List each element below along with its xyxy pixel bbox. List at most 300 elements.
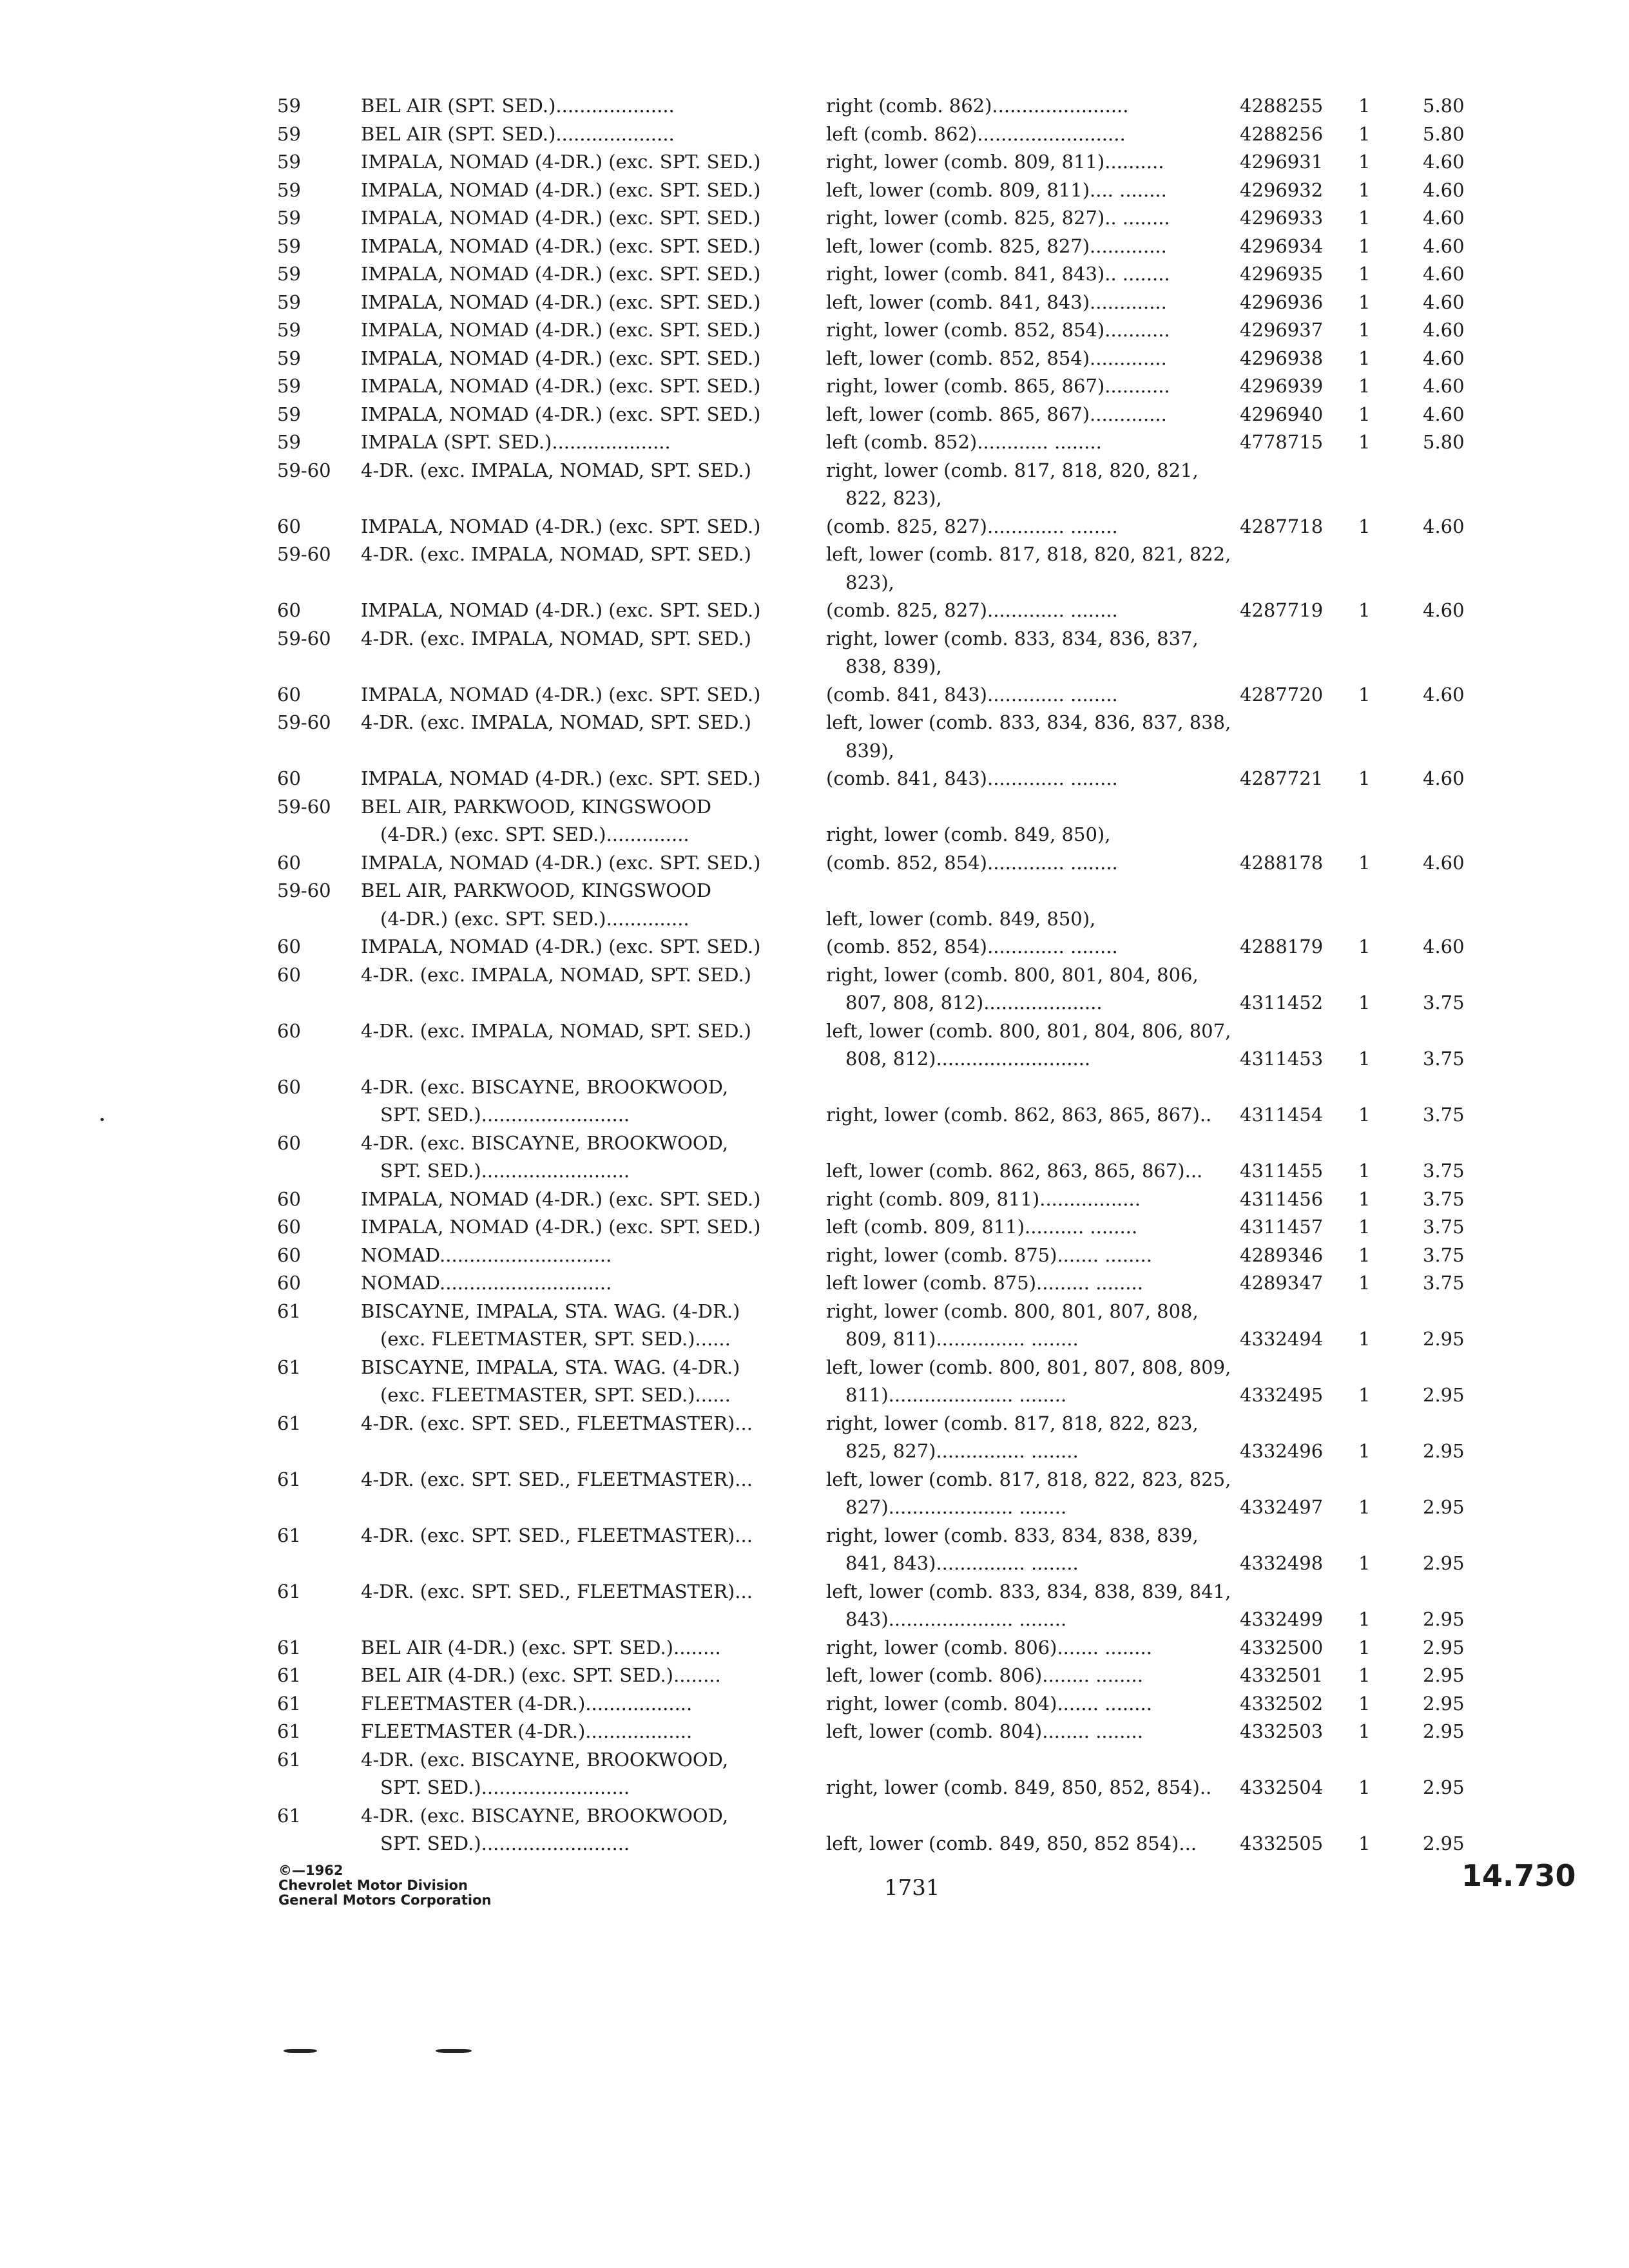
- part-number-cell: 4311454: [1240, 1104, 1324, 1126]
- quantity-cell: 1: [1358, 1272, 1371, 1294]
- description-cell: left, lower (comb. 817, 818, 822, 823, 825,: [826, 1468, 1231, 1490]
- description-cell: right, lower (comb. 833, 834, 838, 839,: [826, 1524, 1199, 1546]
- table-row: [0, 736, 1629, 765]
- price-cell: 4.60: [1423, 235, 1465, 257]
- description-cell: left (comb. 809, 811).......... ........: [826, 1216, 1138, 1238]
- table-row: [0, 793, 1629, 821]
- price-cell: 4.60: [1423, 936, 1465, 957]
- description-cell: left, lower (comb. 862, 863, 865, 867)...: [826, 1160, 1203, 1182]
- price-cell: 2.95: [1423, 1776, 1465, 1798]
- quantity-cell: 1: [1358, 1692, 1371, 1715]
- footer-corporation: General Motors Corporation: [278, 1892, 492, 1908]
- quantity-cell: 1: [1358, 1440, 1371, 1462]
- table-row: [0, 680, 1629, 709]
- footer-copyright: ©—1962: [278, 1863, 343, 1878]
- year-cell: 59-60: [277, 711, 331, 733]
- year-cell: 61: [277, 1692, 301, 1715]
- table-row: [0, 176, 1629, 204]
- model-cell: IMPALA, NOMAD (4-DR.) (exc. SPT. SED.): [361, 178, 761, 201]
- quantity-cell: 1: [1358, 319, 1371, 341]
- part-number-cell: 4332505: [1240, 1832, 1324, 1854]
- price-cell: 4.60: [1423, 403, 1465, 425]
- table-row: [0, 1661, 1629, 1689]
- table-row: [0, 1465, 1629, 1494]
- table-row: [0, 1381, 1629, 1409]
- price-cell: 3.75: [1423, 1272, 1465, 1294]
- part-number-cell: 4288255: [1240, 95, 1324, 117]
- quantity-cell: 1: [1358, 291, 1371, 313]
- table-row: [0, 148, 1629, 176]
- price-cell: 3.75: [1423, 1244, 1465, 1266]
- description-cell: right, lower (comb. 809, 811)..........: [826, 151, 1164, 173]
- table-row: [0, 1773, 1629, 1802]
- description-cell: (comb. 852, 854)............. ........: [826, 936, 1118, 957]
- year-cell: 60: [277, 851, 301, 874]
- description-cell: 811)..................... ........: [845, 1384, 1067, 1406]
- price-cell: 2.95: [1423, 1832, 1465, 1854]
- table-row: [0, 91, 1629, 120]
- description-cell: left, lower (comb. 817, 818, 820, 821, 822,: [826, 543, 1231, 565]
- part-number-cell: 4778715: [1240, 431, 1324, 453]
- model-cell: FLEETMASTER (4-DR.)..................: [361, 1720, 693, 1742]
- model-cell: 4-DR. (exc. SPT. SED., FLEETMASTER)...: [361, 1524, 753, 1546]
- quantity-cell: 1: [1358, 599, 1371, 621]
- model-cell: (4-DR.) (exc. SPT. SED.)..............: [380, 823, 689, 845]
- description-cell: left, lower (comb. 841, 843).............: [826, 291, 1167, 313]
- model-cell: 4-DR. (exc. BISCAYNE, BROOKWOOD,: [361, 1131, 729, 1154]
- model-cell: IMPALA, NOMAD (4-DR.) (exc. SPT. SED.): [361, 936, 761, 957]
- table-row: [0, 456, 1629, 485]
- quantity-cell: 1: [1358, 515, 1371, 537]
- price-cell: 4.60: [1423, 851, 1465, 874]
- price-cell: 5.80: [1423, 95, 1465, 117]
- model-cell: 4-DR. (exc. BISCAYNE, BROOKWOOD,: [361, 1748, 729, 1771]
- year-cell: 59: [277, 95, 301, 117]
- model-cell: IMPALA, NOMAD (4-DR.) (exc. SPT. SED.): [361, 403, 761, 425]
- table-row: [0, 961, 1629, 989]
- price-cell: 2.95: [1423, 1440, 1465, 1462]
- price-cell: 4.60: [1423, 599, 1465, 621]
- description-cell: left, lower (comb. 800, 801, 807, 808, 809,: [826, 1356, 1231, 1378]
- model-cell: 4-DR. (exc. IMPALA, NOMAD, SPT. SED.): [361, 711, 751, 733]
- year-cell: 59: [277, 235, 301, 257]
- quantity-cell: 1: [1358, 936, 1371, 957]
- year-cell: 59-60: [277, 459, 331, 481]
- table-row: [0, 568, 1629, 597]
- description-cell: 809, 811)............... ........: [845, 1328, 1079, 1350]
- description-cell: left, lower (comb. 849, 850),: [826, 907, 1096, 930]
- table-row: [0, 372, 1629, 400]
- part-number-cell: 4332495: [1240, 1384, 1324, 1406]
- table-row: [0, 988, 1629, 1017]
- part-number-cell: 4332497: [1240, 1496, 1324, 1518]
- year-cell: 61: [277, 1804, 301, 1827]
- price-cell: 3.75: [1423, 992, 1465, 1014]
- table-row: [0, 400, 1629, 428]
- footer-publisher: [278, 1863, 491, 1908]
- year-cell: 59-60: [277, 795, 331, 818]
- description-cell: right, lower (comb. 849, 850, 852, 854)..: [826, 1776, 1212, 1798]
- table-row: [0, 1157, 1629, 1185]
- description-cell: 823),: [845, 571, 894, 593]
- model-cell: NOMAD.............................: [361, 1272, 612, 1294]
- table-row: [0, 764, 1629, 793]
- model-cell: 4-DR. (exc. BISCAYNE, BROOKWOOD,: [361, 1804, 729, 1827]
- table-row: [0, 1241, 1629, 1269]
- scan-mark: [436, 2049, 472, 2053]
- description-cell: left, lower (comb. 849, 850, 852 854)...: [826, 1832, 1197, 1854]
- model-cell: IMPALA, NOMAD (4-DR.) (exc. SPT. SED.): [361, 599, 761, 621]
- description-cell: (comb. 841, 843)............. ........: [826, 767, 1118, 789]
- model-cell: (4-DR.) (exc. SPT. SED.)..............: [380, 907, 689, 930]
- quantity-cell: 1: [1358, 1048, 1371, 1070]
- price-cell: 4.60: [1423, 375, 1465, 397]
- model-cell: SPT. SED.).........................: [380, 1832, 630, 1854]
- year-cell: 61: [277, 1720, 301, 1742]
- table-row: [0, 876, 1629, 905]
- year-cell: 61: [277, 1636, 301, 1658]
- description-cell: right, lower (comb. 833, 834, 836, 837,: [826, 627, 1199, 649]
- part-number-cell: 4311455: [1240, 1160, 1324, 1182]
- description-cell: left, lower (comb. 806)........ ........: [826, 1664, 1143, 1686]
- quantity-cell: 1: [1358, 151, 1371, 173]
- price-cell: 5.80: [1423, 431, 1465, 453]
- quantity-cell: 1: [1358, 1160, 1371, 1182]
- quantity-cell: 1: [1358, 1832, 1371, 1854]
- year-cell: 61: [277, 1664, 301, 1686]
- model-cell: SPT. SED.).........................: [380, 1160, 630, 1182]
- year-cell: 59: [277, 403, 301, 425]
- footer-division: Chevrolet Motor Division: [278, 1878, 468, 1893]
- price-cell: 4.60: [1423, 767, 1465, 789]
- quantity-cell: 1: [1358, 1496, 1371, 1518]
- price-cell: 2.95: [1423, 1720, 1465, 1742]
- table-row: [0, 1044, 1629, 1073]
- year-cell: 59: [277, 375, 301, 397]
- description-cell: left (comb. 862).........................: [826, 122, 1126, 145]
- year-cell: 60: [277, 1216, 301, 1238]
- part-number-cell: 4296933: [1240, 207, 1324, 229]
- quantity-cell: 1: [1358, 1608, 1371, 1630]
- description-cell: right, lower (comb. 865, 867)...........: [826, 375, 1170, 397]
- year-cell: 60: [277, 963, 301, 986]
- table-row: [0, 232, 1629, 260]
- table-row: [0, 1633, 1629, 1662]
- part-number-cell: 4332494: [1240, 1328, 1324, 1350]
- table-row: [0, 288, 1629, 316]
- description-cell: left, lower (comb. 825, 827).............: [826, 235, 1167, 257]
- part-number-cell: 4332498: [1240, 1552, 1324, 1574]
- table-row: [0, 1017, 1629, 1045]
- description-cell: right, lower (comb. 804)....... ........: [826, 1692, 1152, 1715]
- part-number-cell: 4296938: [1240, 347, 1324, 369]
- description-cell: right (comb. 862).......................: [826, 95, 1129, 117]
- model-cell: 4-DR. (exc. IMPALA, NOMAD, SPT. SED.): [361, 543, 751, 565]
- description-cell: right (comb. 809, 811).................: [826, 1187, 1141, 1210]
- year-cell: 60: [277, 1244, 301, 1266]
- model-cell: NOMAD.............................: [361, 1244, 612, 1266]
- part-number-cell: 4296935: [1240, 263, 1324, 285]
- part-number-cell: 4287718: [1240, 515, 1324, 537]
- model-cell: 4-DR. (exc. IMPALA, NOMAD, SPT. SED.): [361, 1019, 751, 1042]
- model-cell: IMPALA, NOMAD (4-DR.) (exc. SPT. SED.): [361, 1216, 761, 1238]
- table-row: [0, 1353, 1629, 1381]
- description-cell: right, lower (comb. 862, 863, 865, 867)..: [826, 1104, 1212, 1126]
- table-row: [0, 1297, 1629, 1325]
- description-cell: right, lower (comb. 800, 801, 804, 806,: [826, 963, 1199, 986]
- part-number-cell: 4287720: [1240, 683, 1324, 706]
- part-number-cell: 4289346: [1240, 1244, 1324, 1266]
- quantity-cell: 1: [1358, 95, 1371, 117]
- table-row: [0, 1745, 1629, 1774]
- description-cell: left, lower (comb. 809, 811).... ........: [826, 178, 1167, 201]
- price-cell: 2.95: [1423, 1552, 1465, 1574]
- table-row: [0, 1717, 1629, 1745]
- table-row: [0, 1689, 1629, 1718]
- description-cell: right, lower (comb. 817, 818, 820, 821,: [826, 459, 1199, 481]
- description-cell: 825, 827)............... ........: [845, 1440, 1079, 1462]
- price-cell: 4.60: [1423, 347, 1465, 369]
- part-number-cell: 4332501: [1240, 1664, 1324, 1686]
- table-row: [0, 120, 1629, 148]
- model-cell: IMPALA, NOMAD (4-DR.) (exc. SPT. SED.): [361, 851, 761, 874]
- part-number-cell: 4311457: [1240, 1216, 1324, 1238]
- description-cell: 841, 843)............... ........: [845, 1552, 1079, 1574]
- model-cell: IMPALA, NOMAD (4-DR.) (exc. SPT. SED.): [361, 291, 761, 313]
- table-row: [0, 1829, 1629, 1858]
- model-cell: BISCAYNE, IMPALA, STA. WAG. (4-DR.): [361, 1356, 740, 1378]
- year-cell: 59: [277, 151, 301, 173]
- description-cell: (comb. 852, 854)............. ........: [826, 851, 1118, 874]
- model-cell: IMPALA, NOMAD (4-DR.) (exc. SPT. SED.): [361, 515, 761, 537]
- description-cell: right, lower (comb. 817, 818, 822, 823,: [826, 1412, 1199, 1434]
- description-cell: left, lower (comb. 865, 867).............: [826, 403, 1167, 425]
- part-number-cell: 4332504: [1240, 1776, 1324, 1798]
- table-row: [0, 260, 1629, 288]
- part-number-cell: 4332502: [1240, 1692, 1324, 1715]
- description-cell: left, lower (comb. 833, 834, 836, 837, 838,: [826, 711, 1231, 733]
- model-cell: 4-DR. (exc. SPT. SED., FLEETMASTER)...: [361, 1580, 753, 1602]
- part-number-cell: 4332499: [1240, 1608, 1324, 1630]
- price-cell: 4.60: [1423, 263, 1465, 285]
- description-cell: left, lower (comb. 800, 801, 804, 806, 807,: [826, 1019, 1231, 1042]
- part-number-cell: 4288256: [1240, 122, 1324, 145]
- model-cell: IMPALA, NOMAD (4-DR.) (exc. SPT. SED.): [361, 151, 761, 173]
- model-cell: BEL AIR (4-DR.) (exc. SPT. SED.)........: [361, 1664, 721, 1686]
- year-cell: 60: [277, 1131, 301, 1154]
- part-number-cell: 4296937: [1240, 319, 1324, 341]
- price-cell: 4.60: [1423, 178, 1465, 201]
- table-row: [0, 1129, 1629, 1157]
- table-row: [0, 316, 1629, 344]
- model-cell: IMPALA, NOMAD (4-DR.) (exc. SPT. SED.): [361, 375, 761, 397]
- year-cell: 59: [277, 263, 301, 285]
- year-cell: 59-60: [277, 879, 331, 901]
- description-cell: right, lower (comb. 825, 827).. ........: [826, 207, 1170, 229]
- table-row: [0, 708, 1629, 736]
- quantity-cell: 1: [1358, 1664, 1371, 1686]
- quantity-cell: 1: [1358, 1244, 1371, 1266]
- table-row: [0, 1325, 1629, 1353]
- quantity-cell: 1: [1358, 207, 1371, 229]
- year-cell: 61: [277, 1748, 301, 1771]
- table-row: [0, 849, 1629, 877]
- model-cell: IMPALA, NOMAD (4-DR.) (exc. SPT. SED.): [361, 683, 761, 706]
- price-cell: 2.95: [1423, 1496, 1465, 1518]
- year-cell: 60: [277, 1075, 301, 1098]
- price-cell: 4.60: [1423, 683, 1465, 706]
- quantity-cell: 1: [1358, 683, 1371, 706]
- model-cell: 4-DR. (exc. SPT. SED., FLEETMASTER)...: [361, 1412, 753, 1434]
- part-number-cell: 4311452: [1240, 992, 1324, 1014]
- price-cell: 2.95: [1423, 1608, 1465, 1630]
- part-number-cell: 4311453: [1240, 1048, 1324, 1070]
- year-cell: 61: [277, 1580, 301, 1602]
- model-cell: IMPALA, NOMAD (4-DR.) (exc. SPT. SED.): [361, 235, 761, 257]
- part-number-cell: 4311456: [1240, 1187, 1324, 1210]
- quantity-cell: 1: [1358, 767, 1371, 789]
- quantity-cell: 1: [1358, 1104, 1371, 1126]
- part-number-cell: 4332496: [1240, 1440, 1324, 1462]
- year-cell: 59: [277, 178, 301, 201]
- table-row: [0, 1185, 1629, 1213]
- description-cell: left lower (comb. 875)......... ........: [826, 1272, 1143, 1294]
- table-row: [0, 1493, 1629, 1521]
- model-cell: 4-DR. (exc. SPT. SED., FLEETMASTER)...: [361, 1468, 753, 1490]
- table-row: [0, 1073, 1629, 1101]
- table-row: [0, 1409, 1629, 1437]
- description-cell: left, lower (comb. 852, 854).............: [826, 347, 1167, 369]
- year-cell: 59: [277, 207, 301, 229]
- quantity-cell: 1: [1358, 122, 1371, 145]
- model-cell: (exc. FLEETMASTER, SPT. SED.)......: [380, 1328, 731, 1350]
- quantity-cell: 1: [1358, 431, 1371, 453]
- table-row: [0, 624, 1629, 653]
- table-row: [0, 1605, 1629, 1633]
- page-number: 1731: [884, 1875, 940, 1901]
- quantity-cell: 1: [1358, 992, 1371, 1014]
- description-cell: 807, 808, 812)....................: [845, 992, 1103, 1014]
- model-cell: 4-DR. (exc. BISCAYNE, BROOKWOOD,: [361, 1075, 729, 1098]
- table-row: [0, 1437, 1629, 1465]
- price-cell: 4.60: [1423, 207, 1465, 229]
- description-cell: (comb. 825, 827)............. ........: [826, 599, 1118, 621]
- year-cell: 61: [277, 1412, 301, 1434]
- description-cell: right, lower (comb. 849, 850),: [826, 823, 1111, 845]
- description-cell: left, lower (comb. 804)........ ........: [826, 1720, 1143, 1742]
- quantity-cell: 1: [1358, 1328, 1371, 1350]
- part-number-cell: 4296936: [1240, 291, 1324, 313]
- price-cell: 4.60: [1423, 319, 1465, 341]
- quantity-cell: 1: [1358, 851, 1371, 874]
- model-cell: 4-DR. (exc. IMPALA, NOMAD, SPT. SED.): [361, 627, 751, 649]
- year-cell: 61: [277, 1468, 301, 1490]
- model-cell: BISCAYNE, IMPALA, STA. WAG. (4-DR.): [361, 1300, 740, 1322]
- model-cell: BEL AIR (SPT. SED.)....................: [361, 95, 675, 117]
- model-cell: IMPALA, NOMAD (4-DR.) (exc. SPT. SED.): [361, 263, 761, 285]
- quantity-cell: 1: [1358, 1187, 1371, 1210]
- year-cell: 59-60: [277, 543, 331, 565]
- part-number-cell: 4288179: [1240, 936, 1324, 957]
- description-cell: (comb. 825, 827)............. ........: [826, 515, 1118, 537]
- table-row: [0, 1521, 1629, 1550]
- year-cell: 59-60: [277, 627, 331, 649]
- table-row: [0, 512, 1629, 541]
- table-row: [0, 652, 1629, 680]
- part-number-cell: 4296934: [1240, 235, 1324, 257]
- table-row: [0, 1213, 1629, 1241]
- model-cell: IMPALA (SPT. SED.)....................: [361, 431, 671, 453]
- price-cell: 4.60: [1423, 291, 1465, 313]
- table-row: [0, 1802, 1629, 1830]
- quantity-cell: 1: [1358, 1636, 1371, 1658]
- year-cell: 59: [277, 122, 301, 145]
- year-cell: 59: [277, 347, 301, 369]
- table-row: [0, 1577, 1629, 1606]
- description-cell: 839),: [845, 739, 894, 762]
- price-cell: 4.60: [1423, 515, 1465, 537]
- model-cell: IMPALA, NOMAD (4-DR.) (exc. SPT. SED.): [361, 347, 761, 369]
- part-number-cell: 4288178: [1240, 851, 1324, 874]
- price-cell: 2.95: [1423, 1692, 1465, 1715]
- part-number-cell: 4296932: [1240, 178, 1324, 201]
- year-cell: 59: [277, 291, 301, 313]
- quantity-cell: 1: [1358, 1552, 1371, 1574]
- part-number-cell: 4296939: [1240, 375, 1324, 397]
- table-row: [0, 1100, 1629, 1129]
- year-cell: 60: [277, 599, 301, 621]
- model-cell: SPT. SED.).........................: [380, 1104, 630, 1126]
- section-number: 14.730: [1461, 1858, 1576, 1893]
- price-cell: 4.60: [1423, 151, 1465, 173]
- quantity-cell: 1: [1358, 1720, 1371, 1742]
- description-cell: left, lower (comb. 833, 834, 838, 839, 841,: [826, 1580, 1231, 1602]
- year-cell: 60: [277, 515, 301, 537]
- part-number-cell: 4332503: [1240, 1720, 1324, 1742]
- description-cell: 827)..................... ........: [845, 1496, 1067, 1518]
- quantity-cell: 1: [1358, 347, 1371, 369]
- price-cell: 2.95: [1423, 1636, 1465, 1658]
- quantity-cell: 1: [1358, 178, 1371, 201]
- table-row: [0, 905, 1629, 933]
- description-cell: right, lower (comb. 852, 854)...........: [826, 319, 1170, 341]
- part-number-cell: 4289347: [1240, 1272, 1324, 1294]
- model-cell: SPT. SED.).........................: [380, 1776, 630, 1798]
- description-cell: 808, 812)..........................: [845, 1048, 1091, 1070]
- year-cell: 60: [277, 1272, 301, 1294]
- quantity-cell: 1: [1358, 263, 1371, 285]
- table-row: [0, 484, 1629, 512]
- part-number-cell: 4287721: [1240, 767, 1324, 789]
- model-cell: 4-DR. (exc. IMPALA, NOMAD, SPT. SED.): [361, 963, 751, 986]
- model-cell: IMPALA, NOMAD (4-DR.) (exc. SPT. SED.): [361, 207, 761, 229]
- price-cell: 3.75: [1423, 1160, 1465, 1182]
- description-cell: right, lower (comb. 875)....... ........: [826, 1244, 1152, 1266]
- year-cell: 60: [277, 1187, 301, 1210]
- part-number-cell: 4296931: [1240, 151, 1324, 173]
- description-cell: left (comb. 852)............ ........: [826, 431, 1102, 453]
- year-cell: 61: [277, 1524, 301, 1546]
- part-number-cell: 4332500: [1240, 1636, 1324, 1658]
- year-cell: 60: [277, 767, 301, 789]
- model-cell: BEL AIR (SPT. SED.)....................: [361, 122, 675, 145]
- table-row: [0, 932, 1629, 961]
- year-cell: 59: [277, 319, 301, 341]
- model-cell: BEL AIR, PARKWOOD, KINGSWOOD: [361, 795, 712, 818]
- year-cell: 59: [277, 431, 301, 453]
- description-cell: right, lower (comb. 806)....... ........: [826, 1636, 1152, 1658]
- part-number-cell: 4287719: [1240, 599, 1324, 621]
